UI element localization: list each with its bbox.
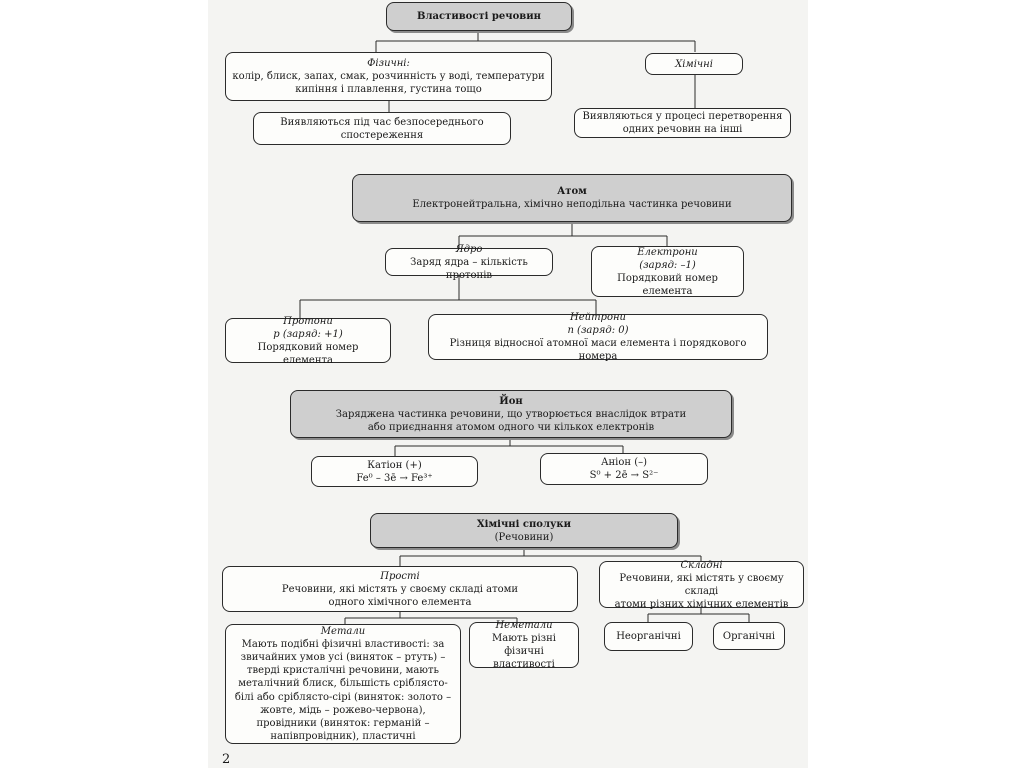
complex-substances-box [599,561,804,608]
ion-desc-line1: Заряджена частинка речовини, що утворюється внаслідок втрати [335,408,687,420]
electrons-title: Електрони [637,246,698,258]
cation-formula: Fe⁰ – 3ē → Fe³⁺ [356,472,433,484]
protons-box [225,315,391,366]
physical-note: Виявляються під час безпосереднього спостереження [280,116,484,141]
protons-title: Протони [283,315,333,327]
complex-text-line1: Речовини, які містять у своєму складі [619,572,784,597]
inorganic-box [604,622,693,651]
neutrons-charge: n (заряд: 0) [567,325,629,336]
anion-formula: S⁰ + 2ē → S²⁻ [589,470,659,481]
physical-properties-box [225,52,552,101]
compounds-title: Хімічні сполуки [476,518,572,530]
complex-text-line2: атоми різних хімічних елементів [614,598,789,610]
anion-box [540,453,708,485]
protons-charge: p (заряд: +1) [273,328,343,340]
cation-box [311,456,478,487]
atom-title-box [352,174,792,222]
neutrons-box [428,314,768,360]
metals-title: Метали [320,625,366,637]
organic-box [713,622,785,650]
organic-label: Органічні [722,630,776,642]
simple-text-line1: Речовини, які містять у своєму складі атоми [281,583,519,595]
electrons-text: Порядковий номер елемента [617,272,718,297]
ion-title: Йон [499,395,523,407]
inorganic-label: Неорганічні [616,631,681,642]
simple-title: Прості [380,570,420,582]
properties-title: Властивості речовин [417,11,541,22]
chemical-note: Виявляються у процесі перетворення одних речовин на інші [582,111,783,135]
simple-text-line2: одного хімічного елемента [328,596,472,608]
neutrons-text: Різниця відносної атомної маси елемента і порядкового номера [449,338,747,362]
nonmetals-text: Мають різні фізичні властивості [492,633,556,670]
metals-text: Мають подібні фізичні властивості: за звичайних умов усі (виняток – ртуть) – тверді кристалічні речовини, мають металічний блиск, більшість сріблясто-білі або сріблясто-сірі (виняток: золото – жовте, мідь – рожево-червона), провідники (виняток: германій – напівпровідник), пластичні [234,638,452,743]
protons-text: Порядковий номер елемента [257,341,359,366]
nucleus-box [385,243,553,281]
nonmetals-title: Неметали [495,620,553,631]
compounds-title-box [370,513,678,548]
neutrons-title: Нейтрони [569,312,626,323]
chemical-title: Хімічні [675,58,713,70]
anion-title: Аніон (–) [600,457,648,468]
simple-substances-box [222,566,578,612]
chemical-note-box [574,108,791,138]
cation-title: Катіон (+) [367,459,422,471]
electrons-charge: (заряд: –1) [639,259,696,271]
atom-title: Атом [557,186,587,197]
atom-desc: Електронейтральна, хімічно неподільна частинка речовини [412,199,732,210]
electrons-box [591,246,744,297]
nucleus-text: Заряд ядра – кількість протонів [410,256,528,281]
complex-title: Складні [680,559,723,571]
properties-title-box [386,2,572,31]
metals-box [225,624,461,744]
nonmetals-box [469,622,579,668]
physical-note-box [253,112,511,145]
physical-text: колір, блиск, запах, смак, розчинність у воді, температури кипіння і плавлення, густина тощо [232,71,545,95]
physical-title: Фізичні: [367,58,410,69]
chemical-properties-box [645,53,743,75]
nucleus-title: Ядро [455,243,483,255]
page-number: 2 [222,752,231,767]
compounds-subtitle: (Речовини) [494,531,554,543]
ion-desc-line2: або приєднання атомом одного чи кількох електронів [367,421,655,433]
ion-title-box [290,390,732,438]
